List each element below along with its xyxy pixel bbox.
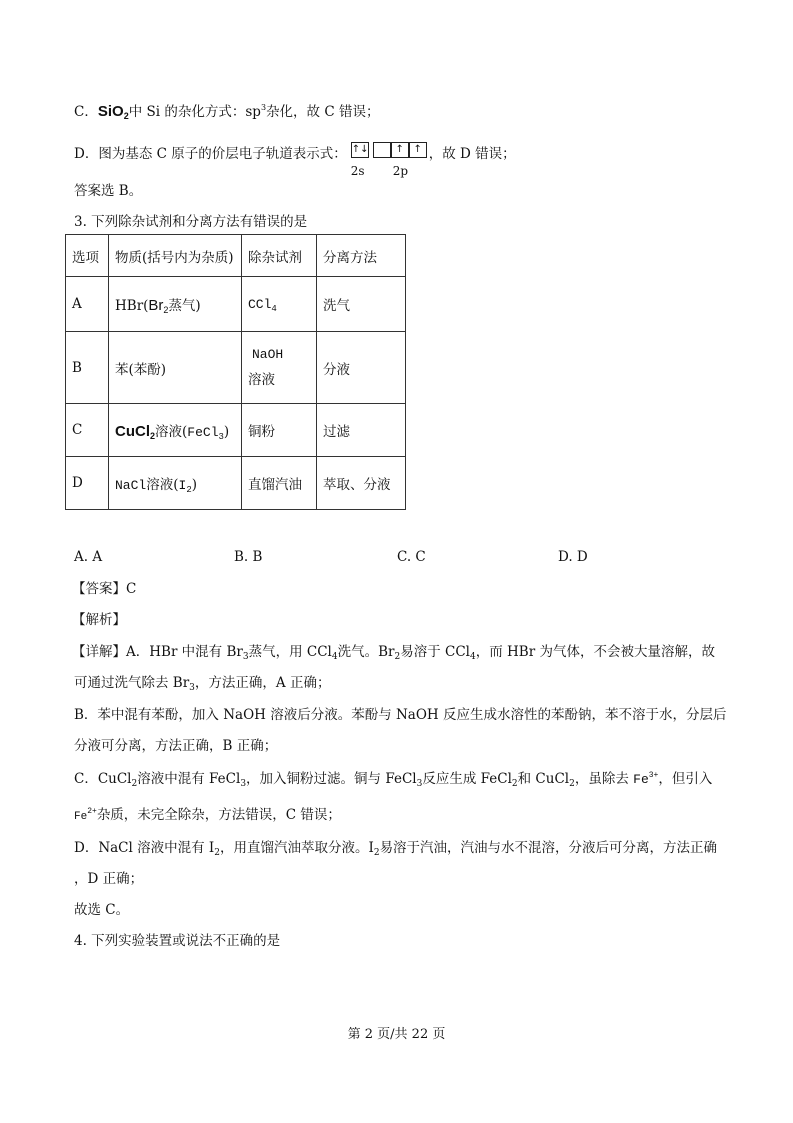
orbital-2s-label: 2s xyxy=(350,164,365,178)
table-row xyxy=(66,404,406,457)
orbital-2p-box-2: ↑ xyxy=(391,142,409,158)
table-cell-option: C xyxy=(66,404,109,457)
detail-a-line-2: 可通过洗气除去 $Br_3$，方法正确，A 正确； xyxy=(74,675,331,693)
choice-d: D. D xyxy=(558,549,588,565)
table-header-cell: 除杂试剂 xyxy=(242,235,317,277)
table-cell-reagent: NaOH 溶液 xyxy=(242,332,317,404)
option-c-prefix: C． xyxy=(74,104,98,120)
answer-value: C xyxy=(126,581,137,597)
conclusion: 故选 C。 xyxy=(74,902,130,918)
table-cell-method: 过滤 xyxy=(317,404,406,457)
table-cell-substance: NaCl溶液$(I_2)$ xyxy=(109,457,242,510)
option-c-suffix: 杂化，故 C 错误； xyxy=(266,104,380,120)
table-cell-option: D xyxy=(66,457,109,510)
table-header-cell: 选项 xyxy=(66,235,109,277)
orbital-diagram xyxy=(349,142,427,176)
options-table xyxy=(65,234,406,510)
fe3-ion: $Fe^{3+}$ xyxy=(633,771,659,787)
detail-c-line-1: C．CuCl$_2$溶液中混有 FeCl$_3$，加入铜粉过滤。铜与 FeCl$_3$反应生成 FeCl$_2$和 CuCl$_2$，虽除去 $Fe^{3+}$，但引入 xyxy=(74,771,713,789)
option-c-middle: 中 Si 的杂化方式： xyxy=(128,104,246,120)
detail-d-line-2: ，D 正确； xyxy=(74,871,144,887)
option-d-suffix: ，故 D 错误； xyxy=(428,146,516,162)
table-cell-method: 分液 xyxy=(317,332,406,404)
table-cell-method: 萃取、分液 xyxy=(317,457,406,510)
choice-c: C. C xyxy=(397,549,426,565)
table-header-cell: 物质(括号内为杂质) xyxy=(109,235,242,277)
option-c-explanation xyxy=(74,102,379,122)
orbital-2p-label: 2p xyxy=(392,164,409,178)
page-footer: 第 2 页/共 22 页 xyxy=(347,1027,446,1042)
hybridization: $sp^3$ xyxy=(245,103,267,120)
table-cell-substance: 苯(苯酚) xyxy=(109,332,242,404)
table-header-cell: 分离方法 xyxy=(317,235,406,277)
detail-c-line-2: $Fe^{2+}$杂质，未完全除杂，方法错误，C 错误； xyxy=(74,807,341,823)
table-cell-reagent: CCl$_4$ xyxy=(242,277,317,332)
answer-line: 【答案】C xyxy=(72,581,137,597)
table-cell-option: A xyxy=(66,277,109,332)
answer-b-line: 答案选 B。 xyxy=(74,183,143,199)
detail-a-line-1: 【详解】A．HBr 中混有 $Br_3$蒸气，用 CCl$_4$洗气。$Br_2$易溶于 CCl$_4$，而 HBr 为气体，不会被大量溶解，故 xyxy=(72,644,715,662)
table-cell-reagent: 铜粉 xyxy=(242,404,317,457)
table-cell-option: B xyxy=(66,332,109,404)
table-row xyxy=(66,277,406,332)
table-cell-substance: CuCl$_2$溶液(FeCl$_3$) xyxy=(109,404,242,457)
question-4-stem: 4. 下列实验装置或说法不正确的是 xyxy=(74,933,281,949)
table-row xyxy=(66,332,406,404)
orbital-2p-box-3: ↑ xyxy=(409,142,427,158)
table-cell-reagent: 直馏汽油 xyxy=(242,457,317,510)
choice-a: A. A xyxy=(74,549,103,565)
analysis-label: 【解析】 xyxy=(72,612,126,628)
orbital-2s-box: ↑↓ xyxy=(351,142,369,158)
sio2-formula: SiO$_2$ xyxy=(97,103,129,121)
table-cell-substance: $HBr(Br_2$蒸气) xyxy=(109,277,242,332)
detail-d-line-1: D．NaCl 溶液中混有 $I_2$，用直馏汽油萃取分液。$I_2$易溶于汽油，汽油与水不混溶，分液后可分离，方法正确 xyxy=(74,840,718,858)
orbital-2p-box-1 xyxy=(373,142,391,158)
table-header-row xyxy=(66,235,406,277)
fe2-ion: $Fe^{2+}$ xyxy=(74,807,97,823)
table-row xyxy=(66,457,406,510)
detail-b-line-2: 分液可分离，方法正确，B 正确； xyxy=(74,738,278,754)
choice-b: B. B xyxy=(234,549,263,565)
table-cell-method: 洗气 xyxy=(317,277,406,332)
question-3-stem: 3. 下列除杂试剂和分离方法有错误的是 xyxy=(74,214,308,230)
option-d-explanation xyxy=(74,142,516,176)
detail-b-line-1: B．苯中混有苯酚，加入 NaOH 溶液后分液。苯酚与 NaOH 反应生成水溶性的苯酚钠，苯不溶于水，分层后 xyxy=(74,707,727,723)
option-d-prefix: D．图为基态 C 原子的价层电子轨道表示式： xyxy=(74,146,347,162)
